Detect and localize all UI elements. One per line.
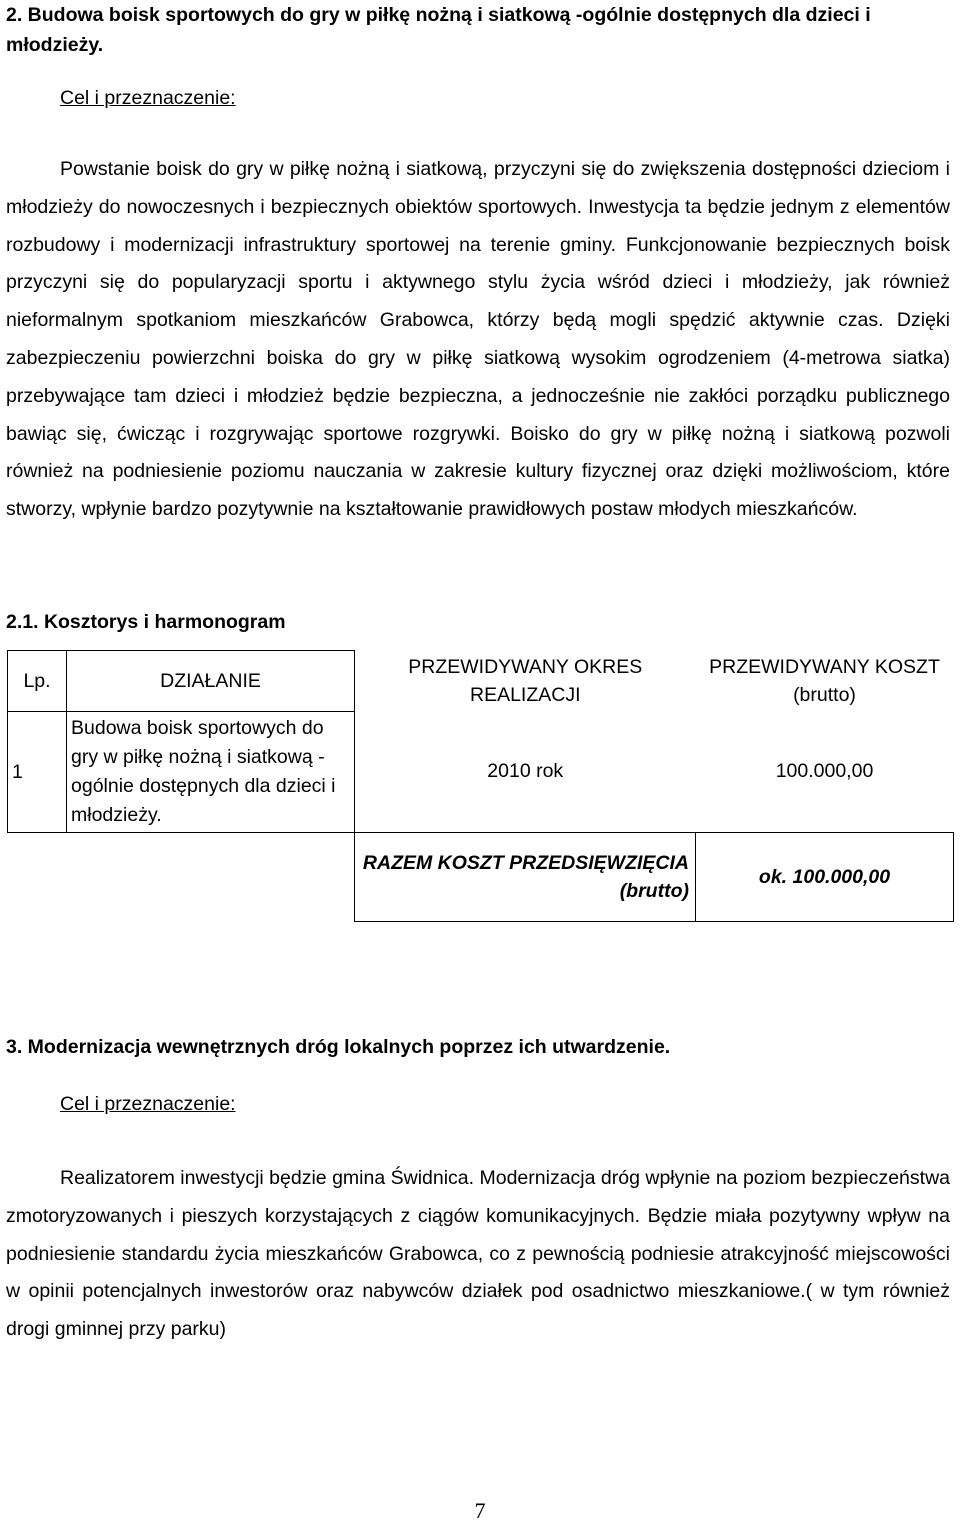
header-lp: Lp.	[8, 651, 67, 712]
section-2-paragraph-text: Powstanie boisk do gry w piłkę nożną i siatkową, przyczyni się do zwiększenia dostępności dzieciom i młodzieży do nowoczesnych i bezpiecznych obiektów sportowych. Inwestycja ta będzie jednym z elementów rozbudowy i modernizacji infrastruktury sportowej na terenie gminy. Funkcjonowanie bezpiecznych boisk przyczyni się do popularyzacji sportu i aktywnego stylu życia wśród dzieci i młodzieży, jak również nieformalnym spotkaniom mieszkańców Grabowca, którzy będą mogli spędzić aktywnie czas. Dzięki zabezpieczeniu powierzchni boiska do gry w piłkę siatkową wysokim ogrodzeniem (4-metrowa siatka) przebywające tam dzieci i młodzież będzie bezpieczna, a jednocześnie nie zakłóci porządku publicznego bawiąc się, ćwicząc i rozgrywając sportowe rozgrywki. Boisko do gry w piłkę nożną i siatkową pozwoli również na podniesienie poziomu nauczania w zakresie kultury fizycznej oraz dzięki możliwościom, które stworzy, wpłynie bardzo pozytywnie na kształtowanie prawidłowych postaw młodych mieszkańców.	[6, 158, 950, 521]
section-2-purpose-label: Cel i przeznaczenie:	[60, 87, 236, 109]
section-2-1-heading: 2.1. Kosztorys i harmonogram	[6, 611, 286, 633]
empty-cell	[8, 833, 67, 922]
header-action: DZIAŁANIE	[67, 651, 355, 712]
section-3-paragraph-text: Realizatorem inwestycji będzie gmina Świdnica. Modernizacja dróg wpłynie na poziom bezpieczeństwa zmotoryzowanych i pieszych korzystających z ciągów komunikacyjnych. Będzie miała pozytywny wpływ na podniesienie standardu życia mieszkańców Grabowca, co z pewnością podniesie atrakcyjność miejscowości w opinii potencjalnych inwestorów oraz nabywców działek pod osadnictwo mieszkaniowe.( w tym również drogi gminnej przy parku)	[6, 1167, 950, 1341]
total-value: ok. 100.000,00	[696, 833, 954, 922]
section-2-heading: 2. Budowa boisk sportowych do gry w piłkę nożną i siatkową -ogólnie dostępnych dla dzieci i młodzieży.	[6, 4, 871, 56]
section-3-purpose-label: Cel i przeznaczenie:	[60, 1093, 236, 1115]
cost-schedule-table	[7, 650, 954, 922]
empty-cell	[67, 833, 355, 922]
page-number: 7	[474, 1498, 486, 1523]
section-3-heading: 3. Modernizacja wewnętrznych dróg lokalnych poprzez ich utwardzenie.	[6, 1036, 671, 1058]
row-period: 2010 rok	[487, 760, 564, 783]
section-3-paragraph	[6, 1160, 950, 1349]
header-cost: PRZEWIDYWANY KOSZT (brutto)	[709, 656, 940, 706]
table-row	[8, 712, 954, 833]
table-total-row	[8, 833, 954, 922]
section-2-paragraph	[6, 151, 950, 529]
row-lp: 1	[8, 712, 67, 833]
table-header-row	[8, 651, 954, 712]
header-period: PRZEWIDYWANY OKRES REALIZACJI	[408, 656, 643, 706]
total-label: RAZEM KOSZT PRZEDSIĘWZIĘCIA (brutto)	[355, 833, 696, 922]
row-cost: 100.000,00	[775, 760, 874, 783]
row-action: Budowa boisk sportowych do gry w piłkę nożną i siatkową - ogólnie dostępnych dla dzieci i młodzieży.	[67, 712, 355, 833]
